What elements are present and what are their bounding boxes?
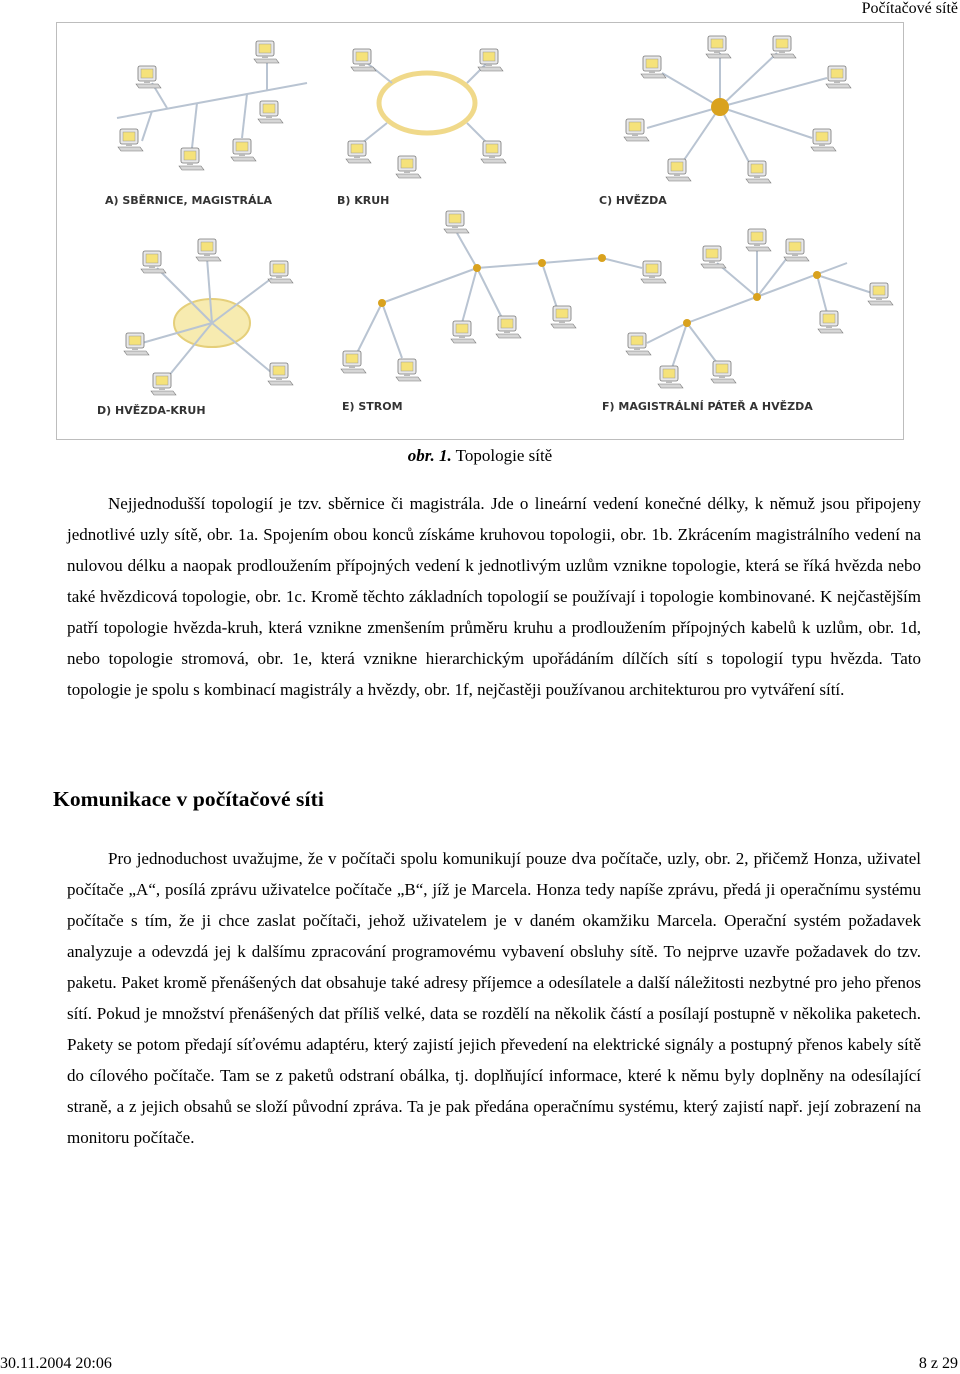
label-star-ring: D) HVĚZDA-KRUH xyxy=(97,404,206,417)
caption-number: obr. 1. xyxy=(407,446,452,465)
caption-text: Topologie sítě xyxy=(455,446,553,465)
topology-ring xyxy=(337,49,506,207)
header-title: Počítačové sítě xyxy=(861,0,958,17)
topology-backbone-star xyxy=(602,229,893,413)
label-bus: A) SBĚRNICE, MAGISTRÁLA xyxy=(105,194,273,207)
topology-tree xyxy=(341,211,666,413)
paragraph-communication: Pro jednoduchost uvažujme, že v počítači spolu komunikují pouze dva počítače, uzly, obr. 2, přičemž Honza, uživatel počítače „A“, posílá zprávu uživatelce počítače „B“, jíž je Marcela. Honza tedy napíše zprávu, předá ji operačnímu systému počítače s tím, že ji chce zaslat počítači, jehož uživatelem je v daném okamžiku Marcela. Operační systém požadavek analyzuje a odevzdá jej k dalšímu zpracování programovému vybavení obsluhy sítě. To nejprve uzavře požadavek do tzv. paketu. Paket kromě přenášených dat obsahuje také adresy příjemce a odesílatele a další náležitosti nezbytné pro jeho přenos sítí. Pokud je množství přenášených dat příliš velké, data se rozdělí na několik částí a posílají postupně v několika paketech. Pakety se potom předají síťovému adaptéru, který zajistí jejich převedení na elektrické signály a postupný přenos kabely sítě do cílového počítače. Tam se z paketů odstraní obálka, tj. doplňující informace, které k němu byly doplněny na odesílající straně, a z jejich obsahů se složí původní zpráva. Ta je pak předána operačnímu systému, který zajistí např. její zobrazení na monitoru počítače. xyxy=(67,849,921,1147)
topology-figure xyxy=(56,22,904,440)
paragraph-topology: Nejjednodušší topologií je tzv. sběrnice či magistrála. Jde o lineární vedení konečné délky, k němuž jsou připojeny jednotlivé uzly sítě, obr. 1a. Spojením obou konců získáme kruhovou topologii, obr. 1b. Zkrácením magistrálního vedení na nulovou délku a naopak prodloužením přípojných vedení k jednotlivým uzlům vznikne topologie, která se říká hvězda nebo také hvězdicová topologie, obr. 1c. Kromě těchto základních topologií se používají i topologie kombinované. K nejčastějším patří topologie hvězda-kruh, která vznikne zmenšením průměru kruhu a prodloužením přípojných kabelů k uzlům, obr. 1d, nebo topologie stromová, obr. 1e, která vznikne hierarchickým upořádáním dílčích sítí s topologií typu hvězda. Tato topologie je spolu s kombinací magistrály a hvězdy, obr. 1f, nejčastěji používanou architekturou pro vytváření sítí. xyxy=(67,494,921,699)
topology-bus xyxy=(105,41,307,207)
figure-caption xyxy=(0,446,960,466)
footer-datetime: 30.11.2004 20:06 xyxy=(0,1355,112,1372)
topology-star-ring xyxy=(97,239,293,417)
label-ring: B) KRUH xyxy=(337,194,390,207)
label-star: C) HVĚZDA xyxy=(599,194,667,207)
label-backbone-star: F) MAGISTRÁLNÍ PÁTEŘ A HVĚZDA xyxy=(602,400,813,413)
footer-page-number: 8 z 29 xyxy=(918,1355,958,1372)
label-tree: E) STROM xyxy=(342,400,403,413)
hub-node xyxy=(711,98,729,116)
topology-star xyxy=(599,36,851,207)
topology-diagram xyxy=(57,23,903,439)
section-heading: Komunikace v počítačové síti xyxy=(53,787,324,811)
